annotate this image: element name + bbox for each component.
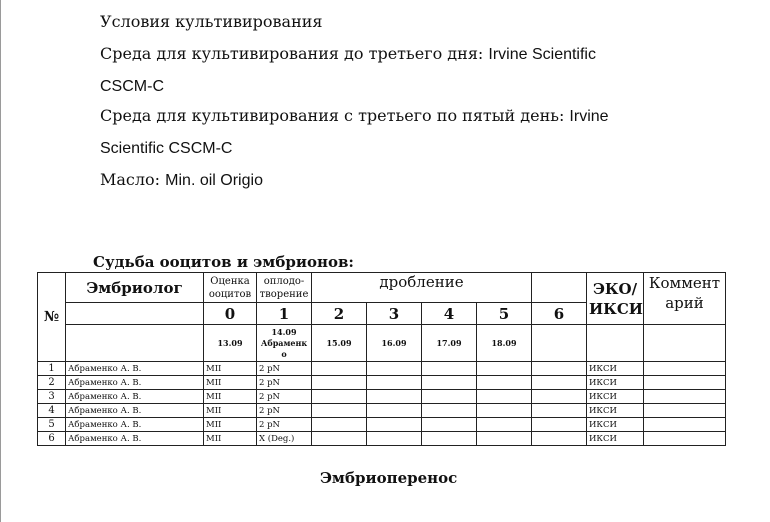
page-edge (0, 0, 1, 522)
row-day6 (532, 432, 587, 446)
header-comment-line1: Коммент (648, 274, 721, 292)
header-fertilization-line2: творение (259, 288, 309, 300)
table-row (38, 376, 726, 390)
medium-day3-to-5-label: Среда для культивирования с третьего по пятый день: (100, 106, 570, 125)
header-no: № (38, 273, 66, 362)
header-eco-icsi (587, 273, 644, 325)
row-fertilization: 2 pN (257, 376, 312, 390)
header-row-1 (38, 273, 726, 303)
row-oocyte: MII (204, 418, 257, 432)
medium-to-day3-label: Среда для культивирования до третьего дня: (100, 44, 489, 63)
row-day6 (532, 362, 587, 376)
row-method: ИКСИ (587, 418, 644, 432)
header-day6-top (532, 273, 587, 303)
day-5: 5 (477, 303, 532, 325)
row-number: 6 (38, 432, 66, 446)
row-method: ИКСИ (587, 404, 644, 418)
row-comment (644, 418, 726, 432)
table-row (38, 362, 726, 376)
row-day2 (312, 432, 367, 446)
row-number: 4 (38, 404, 66, 418)
row-embryologist: Абраменко А. В. (66, 362, 204, 376)
row-comment (644, 376, 726, 390)
header-comment-line2: арий (665, 294, 704, 312)
day-1: 1 (257, 303, 312, 325)
row-embryologist: Абраменко А. В. (66, 390, 204, 404)
medium-day3-to-5-value-a: Irvine (569, 108, 609, 125)
row-number: 3 (38, 390, 66, 404)
date-day5: 18.09 (477, 325, 532, 362)
row-day3 (367, 390, 422, 404)
header-embryologist: Эмбриолог (66, 273, 204, 303)
row-comment (644, 432, 726, 446)
row-number: 1 (38, 362, 66, 376)
medium-to-day3-value-a: Irvine Scientific (488, 46, 596, 63)
medium-day3-to-5-value-b: Scientific CSCM-C (100, 140, 233, 157)
transfer-title: Эмбриоперенос (320, 469, 458, 487)
header-eco-line1: ЭКО/ (592, 279, 638, 298)
row-day3 (367, 404, 422, 418)
row-comment (644, 390, 726, 404)
table-row (38, 404, 726, 418)
date-day2: 15.09 (312, 325, 367, 362)
date-embryologist-blank (66, 325, 204, 362)
row-method: ИКСИ (587, 432, 644, 446)
row-day6 (532, 418, 587, 432)
medium-to-day3-value-b: CSCM-C (100, 78, 164, 95)
medium-day3-to-5-line-2 (100, 138, 232, 159)
fate-title: Судьба ооцитов и эмбрионов: (93, 253, 354, 271)
row-day2 (312, 390, 367, 404)
row-day5 (477, 390, 532, 404)
oil-value: Min. oil Origio (165, 172, 263, 189)
date-comment-blank (644, 325, 726, 362)
day-3: 3 (367, 303, 422, 325)
date-day6 (532, 325, 587, 362)
row-method: ИКСИ (587, 390, 644, 404)
row-oocyte: MII (204, 404, 257, 418)
row-oocyte: MII (204, 390, 257, 404)
row-oocyte: MII (204, 432, 257, 446)
header-cleavage: дробление (312, 273, 532, 303)
header-oocyte-eval-line2: ооцитов (208, 288, 252, 300)
header-eco-line2: ИКСИ (589, 299, 643, 318)
row-day6 (532, 404, 587, 418)
date-day3: 16.09 (367, 325, 422, 362)
row-day2 (312, 376, 367, 390)
row-day6 (532, 390, 587, 404)
row-day3 (367, 432, 422, 446)
row-number: 5 (38, 418, 66, 432)
date-eco-blank (587, 325, 644, 362)
day-6: 6 (532, 303, 587, 325)
header-fertilization-line1: оплодо- (263, 275, 305, 287)
header-comment (644, 273, 726, 325)
table-row (38, 432, 726, 446)
row-day4 (422, 418, 477, 432)
row-day4 (422, 376, 477, 390)
row-day2 (312, 362, 367, 376)
header-embryologist-blank (66, 303, 204, 325)
row-embryologist: Абраменко А. В. (66, 432, 204, 446)
header-oocyte-eval (204, 273, 257, 303)
row-comment (644, 362, 726, 376)
row-day2 (312, 404, 367, 418)
row-oocyte: MII (204, 376, 257, 390)
row-fertilization: 2 pN (257, 418, 312, 432)
row-day3 (367, 418, 422, 432)
row-day3 (367, 376, 422, 390)
row-number: 2 (38, 376, 66, 390)
row-day4 (422, 390, 477, 404)
day-4: 4 (422, 303, 477, 325)
row-day4 (422, 404, 477, 418)
date-day1-name-b: о (281, 348, 287, 359)
header-row-dates (38, 325, 726, 362)
date-day0: 13.09 (204, 325, 257, 362)
row-fertilization: 2 pN (257, 404, 312, 418)
row-fertilization: 2 pN (257, 362, 312, 376)
row-day3 (367, 362, 422, 376)
row-day5 (477, 418, 532, 432)
row-fertilization: 2 pN (257, 390, 312, 404)
day-2: 2 (312, 303, 367, 325)
row-day2 (312, 418, 367, 432)
medium-to-day3-line-2 (100, 76, 164, 97)
culture-heading: Условия культивирования (100, 12, 323, 31)
row-day5 (477, 362, 532, 376)
row-method: ИКСИ (587, 362, 644, 376)
row-day4 (422, 432, 477, 446)
row-embryologist: Абраменко А. В. (66, 418, 204, 432)
table-row (38, 418, 726, 432)
row-day4 (422, 362, 477, 376)
row-method: ИКСИ (587, 376, 644, 390)
date-day1 (257, 325, 312, 362)
row-embryologist: Абраменко А. В. (66, 404, 204, 418)
header-fertilization (257, 273, 312, 303)
medium-to-day3-line (100, 44, 596, 65)
row-day5 (477, 432, 532, 446)
row-comment (644, 404, 726, 418)
date-day1-date: 14.09 (271, 326, 297, 337)
fate-table (37, 272, 726, 446)
day-0: 0 (204, 303, 257, 325)
row-day5 (477, 404, 532, 418)
row-fertilization: X (Deg.) (257, 432, 312, 446)
oil-label: Масло: (100, 170, 166, 189)
oil-line (100, 170, 263, 191)
date-day1-name-a: Абраменк (260, 337, 308, 348)
row-embryologist: Абраменко А. В. (66, 376, 204, 390)
table-row (38, 390, 726, 404)
date-day4: 17.09 (422, 325, 477, 362)
row-day6 (532, 376, 587, 390)
medium-day3-to-5-line (100, 106, 609, 127)
row-oocyte: MII (204, 362, 257, 376)
header-oocyte-eval-line1: Оценка (210, 275, 250, 287)
row-day5 (477, 376, 532, 390)
